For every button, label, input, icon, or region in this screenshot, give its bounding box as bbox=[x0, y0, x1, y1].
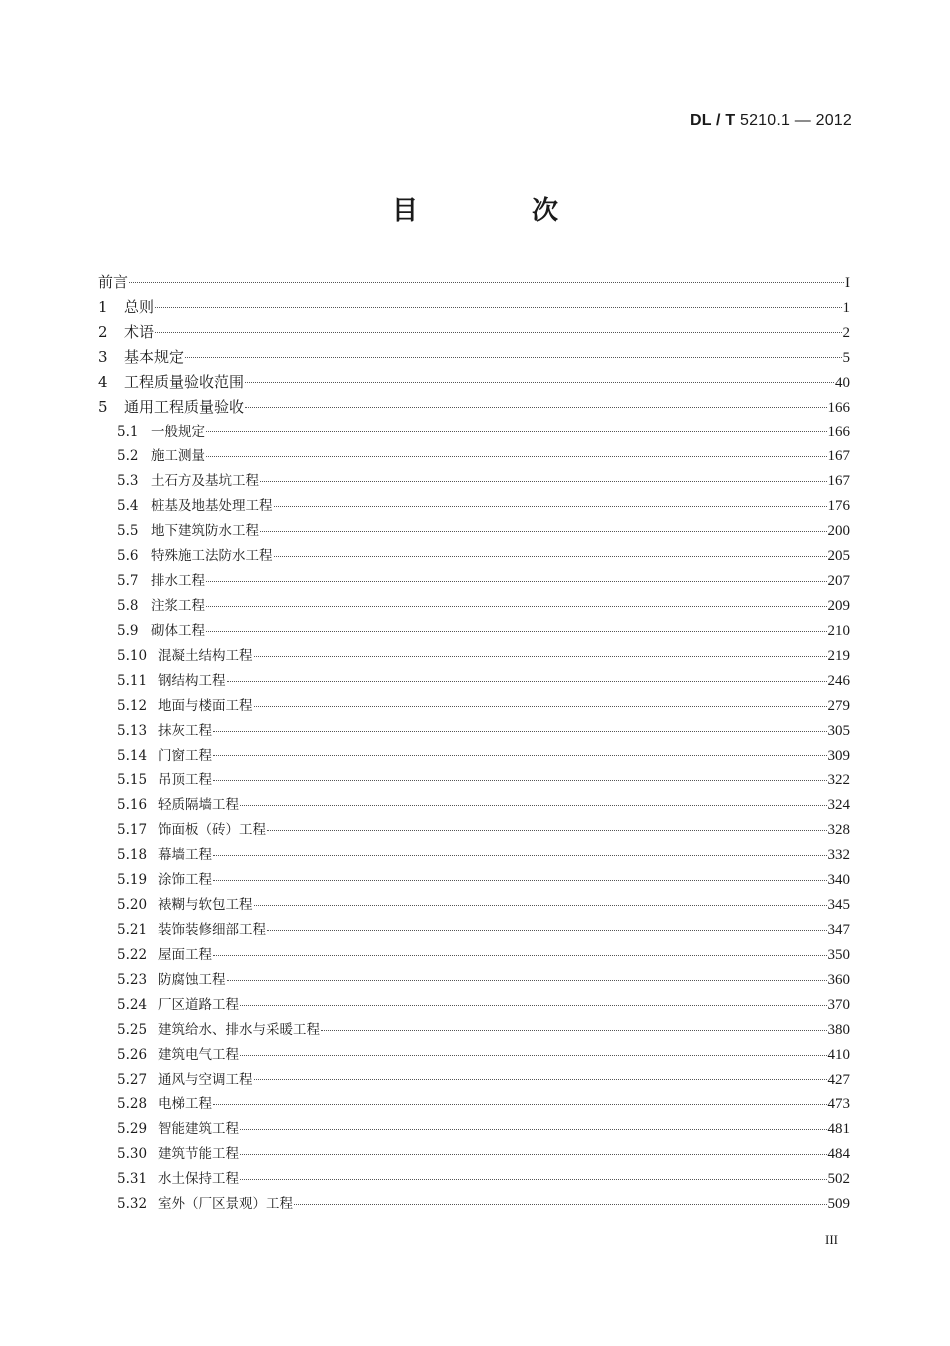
toc-dot-leader bbox=[240, 1128, 827, 1130]
toc-entry-number: 5.20 bbox=[117, 897, 148, 914]
toc-entry[interactable] bbox=[98, 694, 850, 719]
toc-entry[interactable] bbox=[98, 444, 850, 469]
toc-entry-page: 1 bbox=[842, 299, 850, 316]
toc-dot-leader bbox=[274, 555, 827, 557]
toc-entry-page: 167 bbox=[827, 448, 850, 465]
toc-entry-page: 509 bbox=[827, 1196, 850, 1213]
toc-entry-number: 5.18 bbox=[117, 847, 148, 864]
page-title: 目 次 bbox=[391, 196, 602, 226]
toc-entry[interactable] bbox=[98, 1092, 850, 1117]
toc-dot-leader bbox=[213, 854, 827, 856]
toc-entry[interactable] bbox=[98, 569, 850, 594]
toc-entry-number: 5.32 bbox=[117, 1196, 148, 1213]
toc-entry-number: 5.1 bbox=[117, 423, 139, 440]
toc-entry[interactable] bbox=[98, 1192, 850, 1217]
toc-entry-page: 484 bbox=[827, 1146, 850, 1163]
toc-entry-title: 钢结构工程 bbox=[158, 672, 226, 689]
toc-dot-leader bbox=[267, 829, 827, 831]
toc-dot-leader bbox=[274, 505, 827, 507]
toc-entry-title: 混凝土结构工程 bbox=[158, 647, 253, 664]
toc-entry-title: 地下建筑防水工程 bbox=[151, 523, 259, 540]
toc-entry-page: 209 bbox=[827, 597, 850, 614]
toc-entry-page: 410 bbox=[827, 1046, 850, 1063]
toc-entry-number: 5.27 bbox=[117, 1071, 148, 1088]
toc-entry[interactable] bbox=[98, 420, 850, 445]
toc-dot-leader bbox=[213, 730, 827, 732]
toc-dot-leader bbox=[206, 605, 827, 607]
toc-dot-leader bbox=[206, 455, 827, 457]
toc-dot-leader bbox=[294, 1203, 827, 1205]
toc-dot-leader bbox=[240, 1054, 827, 1056]
toc-entry-page: 322 bbox=[827, 772, 850, 789]
toc-entry-number: 5.16 bbox=[117, 797, 148, 814]
toc-entry-title: 地面与楼面工程 bbox=[158, 697, 253, 714]
toc-entry-number: 5.2 bbox=[117, 448, 139, 465]
toc-entry-page: 427 bbox=[827, 1071, 850, 1088]
page-number: III bbox=[825, 1232, 838, 1247]
toc-entry-page: I bbox=[845, 275, 850, 291]
toc-entry-title: 一般规定 bbox=[151, 423, 205, 440]
toc-entry-number: 5.23 bbox=[117, 971, 148, 988]
toc-dot-leader bbox=[213, 879, 827, 881]
toc-entry[interactable] bbox=[98, 544, 850, 569]
toc-entry[interactable] bbox=[98, 1043, 850, 1068]
toc-entry-title: 防腐蚀工程 bbox=[158, 971, 226, 988]
toc-entry-title: 门窗工程 bbox=[158, 747, 212, 764]
toc-entry-title: 土石方及基坑工程 bbox=[151, 473, 259, 490]
toc-entry-page: 279 bbox=[827, 697, 850, 714]
toc-entry-number: 5.28 bbox=[117, 1096, 148, 1113]
toc-entry-page: 205 bbox=[827, 548, 850, 565]
toc-entry-title: 轻质隔墙工程 bbox=[158, 797, 239, 814]
toc-dot-leader bbox=[227, 979, 827, 981]
toc-entry[interactable] bbox=[98, 669, 850, 694]
toc-entry-number: 5 bbox=[98, 397, 108, 416]
toc-dot-leader bbox=[213, 754, 827, 756]
toc-entry-page: 246 bbox=[827, 672, 850, 689]
toc-entry-title: 术语 bbox=[124, 322, 155, 341]
toc-dot-leader bbox=[254, 705, 827, 707]
toc-entry-page: 5 bbox=[842, 349, 850, 366]
toc-entry-number: 3 bbox=[98, 347, 108, 366]
toc-entry[interactable] bbox=[98, 494, 850, 519]
toc-dot-leader bbox=[206, 430, 827, 432]
toc-entry-number: 5.24 bbox=[117, 996, 148, 1013]
toc-entry-number: 5.12 bbox=[117, 697, 148, 714]
toc-entry-number: 5.30 bbox=[117, 1146, 148, 1163]
toc-entry-page: 360 bbox=[827, 971, 850, 988]
toc-entry-number: 5.11 bbox=[117, 672, 148, 689]
toc-dot-leader bbox=[206, 580, 827, 582]
toc-entry-page: 473 bbox=[827, 1096, 850, 1113]
toc-entry-page: 40 bbox=[835, 374, 850, 391]
toc-entry-title: 注浆工程 bbox=[151, 597, 205, 614]
toc-entry-page: 176 bbox=[827, 498, 850, 515]
toc-entry-title: 建筑节能工程 bbox=[158, 1146, 239, 1163]
toc-dot-leader bbox=[254, 1078, 827, 1080]
toc-entry-title: 桩基及地基处理工程 bbox=[151, 498, 273, 515]
toc-entry-number: 5.13 bbox=[117, 722, 148, 739]
toc-entry[interactable] bbox=[98, 594, 850, 619]
toc-entry-page: 305 bbox=[827, 722, 850, 739]
toc-entry[interactable] bbox=[98, 1167, 850, 1192]
toc-dot-leader bbox=[245, 406, 826, 408]
toc-entry-title: 通风与空调工程 bbox=[158, 1071, 253, 1088]
toc-entry-number: 5.15 bbox=[117, 772, 148, 789]
toc-entry-page: 502 bbox=[827, 1171, 850, 1188]
toc-entry[interactable] bbox=[98, 993, 850, 1018]
toc-entry-title: 水土保持工程 bbox=[158, 1171, 239, 1188]
toc-entry-title: 砌体工程 bbox=[151, 622, 205, 639]
toc-entry-page: 207 bbox=[827, 573, 850, 590]
toc-entry[interactable] bbox=[98, 519, 850, 544]
toc-entry-number: 5.8 bbox=[117, 597, 139, 614]
toc-entry-number: 5.29 bbox=[117, 1121, 148, 1138]
toc-entry[interactable] bbox=[98, 270, 850, 295]
toc-entry-page: 340 bbox=[827, 872, 850, 889]
toc-entry[interactable] bbox=[98, 1068, 850, 1093]
toc-entry[interactable] bbox=[98, 320, 850, 345]
toc-entry-number: 5.3 bbox=[117, 473, 139, 490]
toc-dot-leader bbox=[155, 306, 841, 308]
toc-entry-number: 5.25 bbox=[117, 1021, 148, 1038]
toc-entry-number: 5.7 bbox=[117, 573, 139, 590]
toc-entry-number: 5.5 bbox=[117, 523, 139, 540]
toc-entry-page: 350 bbox=[827, 946, 850, 963]
toc-entry-number: 5.4 bbox=[117, 498, 139, 515]
toc-entry[interactable] bbox=[98, 395, 850, 420]
toc-entry-title: 装饰装修细部工程 bbox=[158, 921, 266, 938]
toc-entry-title: 排水工程 bbox=[151, 573, 205, 590]
toc-entry-title: 总则 bbox=[124, 297, 155, 316]
standard-code-number: 5210.1 — 2012 bbox=[735, 112, 852, 129]
toc-entry[interactable] bbox=[98, 843, 850, 868]
toc-dot-leader bbox=[227, 680, 827, 682]
toc-entry[interactable] bbox=[98, 818, 850, 843]
toc-entry-number: 5.21 bbox=[117, 921, 148, 938]
toc-dot-leader bbox=[240, 1178, 827, 1180]
toc-entry[interactable] bbox=[98, 868, 850, 893]
toc-dot-leader bbox=[129, 281, 844, 283]
toc-entry-number: 1 bbox=[98, 297, 108, 316]
toc-entry[interactable] bbox=[98, 619, 850, 644]
toc-entry-title: 涂饰工程 bbox=[158, 872, 212, 889]
toc-entry-number: 5.6 bbox=[117, 548, 139, 565]
toc-entry[interactable] bbox=[98, 345, 850, 370]
toc-entry-page: 210 bbox=[827, 622, 850, 639]
toc-dot-leader bbox=[155, 331, 841, 333]
toc-dot-leader bbox=[240, 1153, 827, 1155]
toc-entry-number: 5.26 bbox=[117, 1046, 148, 1063]
toc-entry[interactable] bbox=[98, 918, 850, 943]
toc-entry-title: 饰面板（砖）工程 bbox=[158, 822, 266, 839]
toc-entry[interactable] bbox=[98, 1018, 850, 1043]
toc-dot-leader bbox=[267, 929, 827, 931]
toc-entry-page: 166 bbox=[827, 423, 850, 440]
toc-entry-title: 裱糊与软包工程 bbox=[158, 897, 253, 914]
toc-entry[interactable] bbox=[98, 793, 850, 818]
standard-code-prefix: DL / T bbox=[689, 112, 736, 129]
toc-dot-leader bbox=[206, 630, 827, 632]
toc-entry[interactable] bbox=[98, 768, 850, 793]
toc-entry-number: 5.22 bbox=[117, 946, 148, 963]
toc-entry[interactable] bbox=[98, 893, 850, 918]
toc-entry-page: 328 bbox=[827, 822, 850, 839]
toc-entry-number: 5.14 bbox=[117, 747, 148, 764]
toc-entry[interactable] bbox=[98, 719, 850, 744]
toc-dot-leader bbox=[240, 804, 827, 806]
toc-entry-title: 工程质量验收范围 bbox=[124, 372, 245, 391]
toc-entry-page: 167 bbox=[827, 473, 850, 490]
toc-entry-number: 5.17 bbox=[117, 822, 148, 839]
toc-entry-title: 电梯工程 bbox=[158, 1096, 212, 1113]
toc-dot-leader bbox=[213, 779, 827, 781]
toc-entry-page: 347 bbox=[827, 921, 850, 938]
toc-entry-page: 2 bbox=[842, 324, 850, 341]
toc-entry-number: 4 bbox=[98, 372, 108, 391]
toc-entry-page: 309 bbox=[827, 747, 850, 764]
toc-entry[interactable] bbox=[98, 295, 850, 320]
toc-entry-title: 吊顶工程 bbox=[158, 772, 212, 789]
toc-entry-title: 抹灰工程 bbox=[158, 722, 212, 739]
toc-dot-leader bbox=[321, 1029, 827, 1031]
toc-entry-number: 5.19 bbox=[117, 872, 148, 889]
toc-entry[interactable] bbox=[98, 1142, 850, 1167]
toc-entry[interactable] bbox=[98, 1117, 850, 1142]
toc-entry[interactable] bbox=[98, 370, 850, 395]
toc-entry-title: 幕墙工程 bbox=[158, 847, 212, 864]
toc-entry-title: 基本规定 bbox=[124, 347, 185, 366]
toc-entry-number: 5.31 bbox=[117, 1171, 148, 1188]
toc-entry[interactable] bbox=[98, 469, 850, 494]
toc-entry-title: 屋面工程 bbox=[158, 946, 212, 963]
toc-entry[interactable] bbox=[98, 744, 850, 769]
toc-entry-number: 5.10 bbox=[117, 647, 148, 664]
toc-dot-leader bbox=[260, 530, 827, 532]
toc-entry-page: 345 bbox=[827, 897, 850, 914]
toc-entry-page: 200 bbox=[827, 523, 850, 540]
toc-dot-leader bbox=[245, 381, 834, 383]
toc-entry-number: 5.9 bbox=[117, 622, 139, 639]
toc-entry-title: 室外（厂区景观）工程 bbox=[158, 1196, 293, 1213]
toc-entry-title: 智能建筑工程 bbox=[158, 1121, 239, 1138]
toc-entry[interactable] bbox=[98, 943, 850, 968]
toc-entry-title: 通用工程质量验收 bbox=[124, 397, 245, 416]
toc-dot-leader bbox=[185, 356, 841, 358]
toc-entry[interactable] bbox=[98, 644, 850, 669]
toc-entry-page: 332 bbox=[827, 847, 850, 864]
toc-entry-page: 481 bbox=[827, 1121, 850, 1138]
toc-entry-page: 380 bbox=[827, 1021, 850, 1038]
toc-entry-title: 厂区道路工程 bbox=[158, 996, 239, 1013]
toc-dot-leader bbox=[254, 904, 827, 906]
toc-dot-leader bbox=[254, 655, 827, 657]
table-of-contents bbox=[98, 270, 850, 1217]
toc-entry-number: 2 bbox=[98, 322, 108, 341]
toc-dot-leader bbox=[213, 954, 827, 956]
toc-dot-leader bbox=[240, 1004, 827, 1006]
toc-entry-title: 特殊施工法防水工程 bbox=[151, 548, 273, 565]
toc-entry-title: 建筑给水、排水与采暖工程 bbox=[158, 1021, 320, 1038]
toc-dot-leader bbox=[260, 480, 827, 482]
toc-entry-title: 前言 bbox=[98, 273, 129, 291]
standard-code bbox=[690, 112, 852, 130]
toc-dot-leader bbox=[213, 1103, 827, 1105]
toc-entry-page: 166 bbox=[827, 399, 850, 416]
toc-entry-title: 施工测量 bbox=[151, 448, 205, 465]
toc-entry-page: 370 bbox=[827, 996, 850, 1013]
toc-entry-title: 建筑电气工程 bbox=[158, 1046, 239, 1063]
toc-entry[interactable] bbox=[98, 968, 850, 993]
toc-entry-page: 324 bbox=[827, 797, 850, 814]
toc-entry-page: 219 bbox=[827, 647, 850, 664]
